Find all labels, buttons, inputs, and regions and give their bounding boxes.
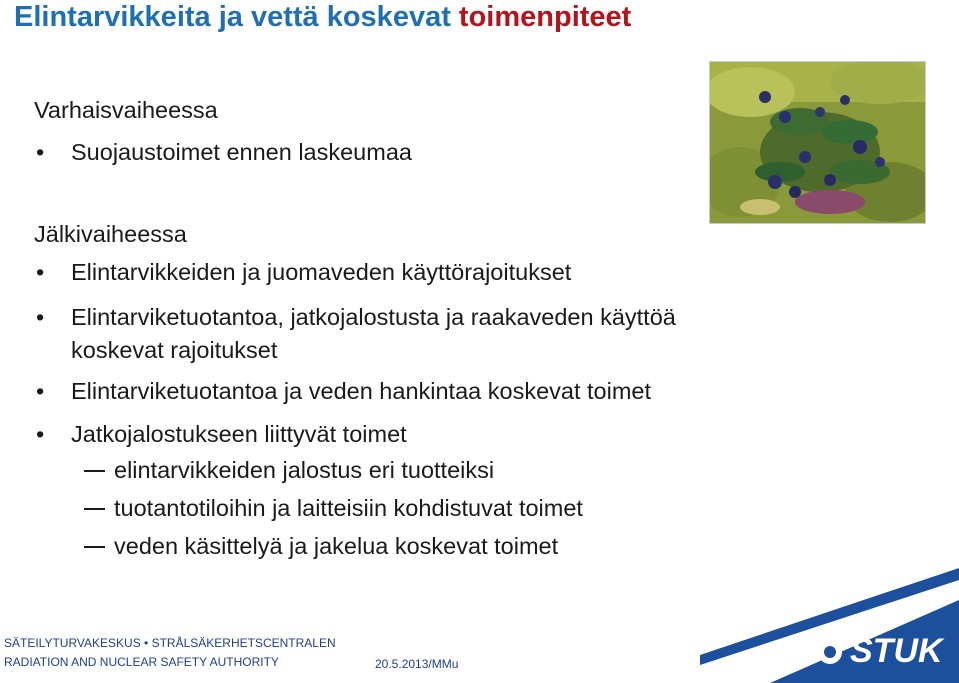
dash-icon [84, 508, 105, 510]
stuk-logo [700, 560, 959, 683]
bullet-icon: • [36, 304, 45, 330]
list-item: Elintarvikkeiden ja juomaveden käyttörajoitukset [71, 259, 572, 285]
list-item: Suojaustoimet ennen laskeumaa [71, 139, 412, 165]
slide-date: 20.5.2013/MMu [375, 657, 459, 671]
sub-list-item: veden käsittelyä ja jakelua koskevat toimet [114, 533, 559, 559]
list-item-continuation: koskevat rajoitukset [71, 337, 278, 363]
logo-text: STUK [850, 632, 943, 670]
bullet-icon: • [36, 139, 45, 165]
title-highlight: toimenpiteet [458, 1, 632, 33]
list-item: Elintarviketuotantoa ja veden hankintaa koskevat toimet [71, 378, 652, 404]
slide-title [14, 0, 631, 34]
sub-list-item: elintarvikkeiden jalostus eri tuotteiksi [114, 457, 495, 483]
dash-icon [84, 470, 105, 472]
late-phase-heading: Jälkivaiheessa [34, 221, 187, 247]
org-name-line2: RADIATION AND NUCLEAR SAFETY AUTHORITY [4, 655, 279, 669]
list-item: Jatkojalostukseen liittyvät toimet [71, 421, 407, 447]
early-phase-heading: Varhaisvaiheessa [34, 97, 218, 123]
list-item: Elintarviketuotantoa, jatkojalostusta ja raakaveden käyttöä [71, 304, 676, 330]
dash-icon [84, 546, 105, 548]
title-main: Elintarvikkeita ja vettä koskevat [14, 1, 459, 33]
org-name-line1: SÄTEILYTURVAKESKUS • STRÅLSÄKERHETSCENTRALEN [4, 636, 336, 650]
bullet-icon: • [36, 259, 45, 285]
bullet-icon: • [36, 421, 45, 447]
sub-list-item: tuotantotiloihin ja laitteisiin kohdistuvat toimet [114, 495, 583, 521]
blueberries-photo [709, 61, 926, 224]
bullet-icon: • [36, 378, 45, 404]
